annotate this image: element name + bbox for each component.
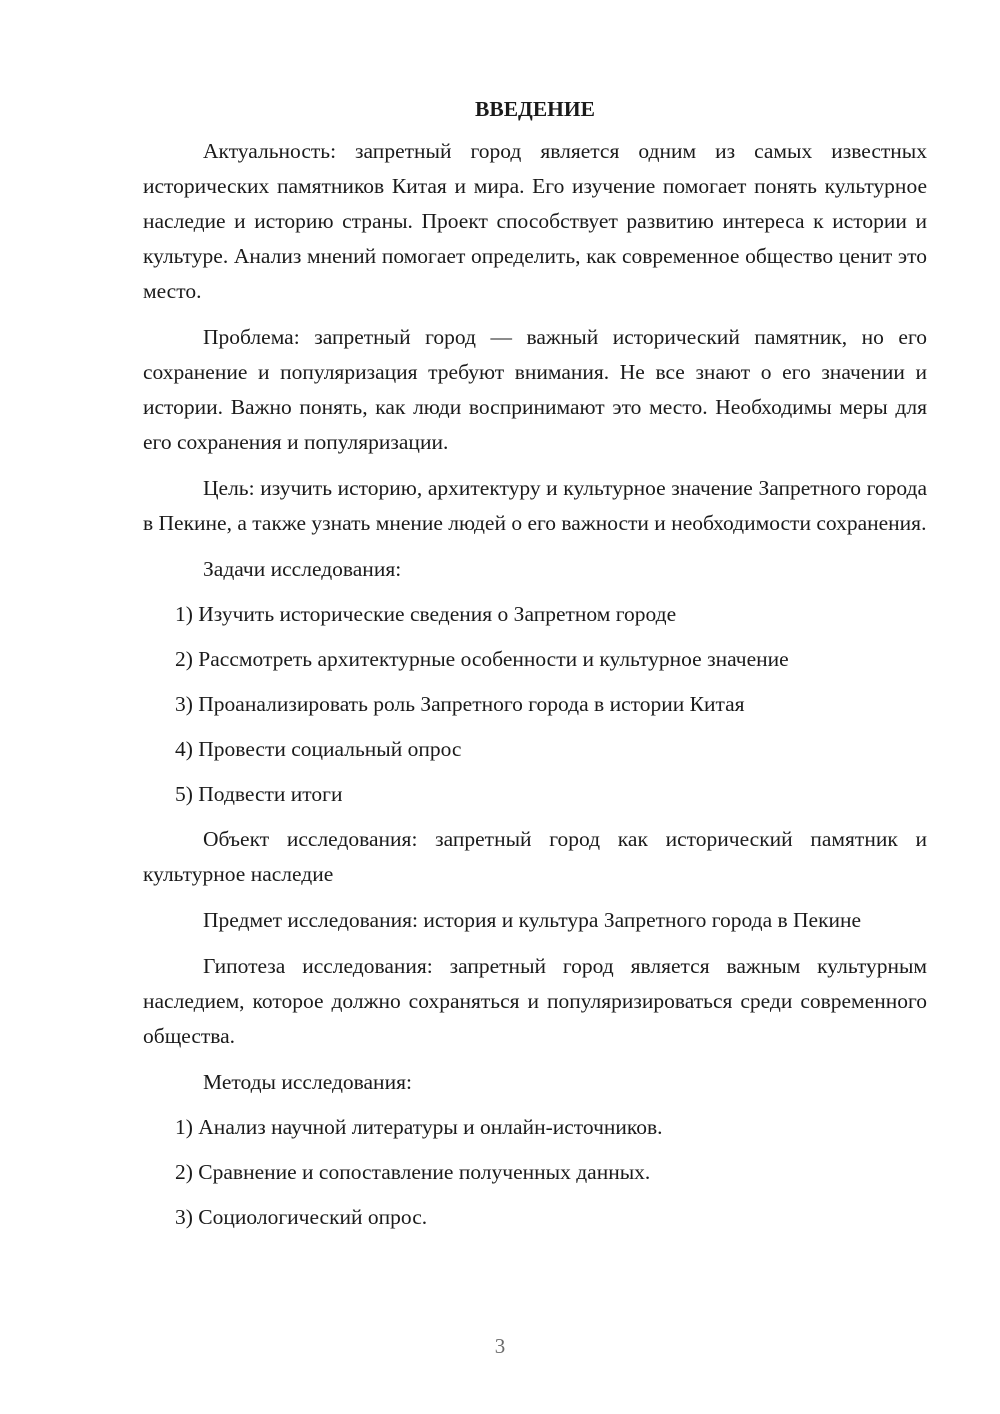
tasks-heading: Задачи исследования: <box>203 557 402 581</box>
section-title: ВВЕДЕНИЕ <box>475 97 595 121</box>
hypothesis-paragraph: Гипотеза исследования: запретный город является важным культурным наследием, которое должно сохраняться и популяризироваться среди современного общества. <box>143 954 927 1048</box>
list-item: 4) Провести социальный опрос <box>175 737 462 761</box>
tasks-list <box>143 597 927 812</box>
list-item: 2) Сравнение и сопоставление полученных данных. <box>175 1160 651 1184</box>
methods-heading: Методы исследования: <box>203 1070 412 1094</box>
list-item: 2) Рассмотреть архитектурные особенности и культурное значение <box>175 647 789 671</box>
document-page <box>143 92 927 1245</box>
object-paragraph: Объект исследования: запретный город как исторический памятник и культурное наследие <box>143 827 927 886</box>
goal-paragraph: Цель: изучить историю, архитектуру и культурное значение Запретного города в Пекине, а также узнать мнение людей о его важности и необходимости сохранения. <box>143 476 927 535</box>
relevance-paragraph: Актуальность: запретный город является одним из самых известных исторических памятников Китая и мира. Его изучение помогает понять культурное наследие и историю страны. Проект способствует развитию интереса к истории и культуре. Анализ мнений помогает определить, как современное общество ценит это место. <box>143 139 927 303</box>
list-item: 1) Анализ научной литературы и онлайн-источников. <box>175 1115 663 1139</box>
problem-paragraph: Проблема: запретный город — важный исторический памятник, но его сохранение и популяризация требуют внимания. Не все знают о его значении и истории. Важно понять, как люди воспринимают это место. Необходимы меры для его сохранения и популяризации. <box>143 325 927 454</box>
page-number: 3 <box>494 1334 506 1358</box>
list-item: 3) Социологический опрос. <box>175 1205 428 1229</box>
subject-paragraph: Предмет исследования: история и культура Запретного города в Пекине <box>203 908 862 932</box>
methods-list <box>143 1110 927 1235</box>
list-item: 3) Проанализировать роль Запретного города в истории Китая <box>175 692 745 716</box>
list-item: 5) Подвести итоги <box>175 782 343 806</box>
list-item: 1) Изучить исторические сведения о Запретном городе <box>175 602 677 626</box>
